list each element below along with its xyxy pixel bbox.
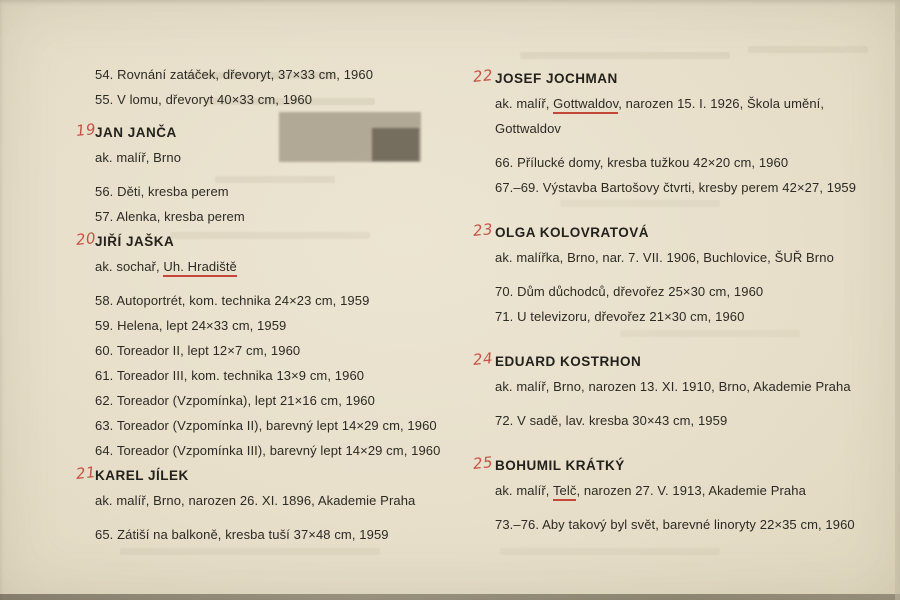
artist-bio [95, 254, 473, 279]
handwritten-number: 22 [472, 66, 494, 87]
works-list [495, 150, 895, 200]
bio-underlined-place: Uh. Hradiště [163, 259, 236, 277]
artist-bio-line2: Gottwaldov [495, 121, 562, 136]
artist-name [472, 66, 895, 91]
work-item: 61. Toreador III, kom. technika 13×9 cm, 1960 [95, 368, 365, 383]
work-item: 62. Toreador (Vzpomínka), lept 21×16 cm, 1960 [95, 393, 375, 408]
bio-text: ak. malíř, Brno [95, 150, 182, 165]
work-item: 71. U televizoru, dřevořez 21×30 cm, 1960 [495, 309, 745, 324]
artist-entry [472, 349, 895, 433]
bio-text: , narozen 27. V. 1913, Akademie Praha [576, 483, 806, 498]
right-column [472, 66, 895, 537]
work-item: 65. Zátiší na balkoně, kresba tuší 37×48 cm, 1959 [95, 527, 389, 542]
bio-underlined-place: Gottwaldov [553, 96, 618, 114]
bio-underlined-place: Telč [553, 483, 577, 501]
bio-text: ak. malíř, [495, 483, 553, 498]
handwritten-number: 23 [472, 220, 494, 241]
intro-works-list [95, 62, 473, 112]
work-item: 57. Alenka, kresba perem [95, 209, 245, 224]
scan-bottom-edge [0, 594, 900, 600]
work-item: 58. Autoportrét, kom. technika 24×23 cm, 1959 [95, 293, 370, 308]
artist-name-text: OLGA KOLOVRATOVÁ [495, 225, 650, 240]
scan-right-edge [895, 0, 900, 600]
works-list [495, 512, 895, 537]
artist-bio [95, 488, 473, 513]
handwritten-number: 19 [75, 120, 97, 141]
work-item: 66. Přílucké domy, kresba tužkou 42×20 cm, 1960 [495, 155, 789, 170]
artist-name-text: JAN JANČA [95, 125, 177, 140]
handwritten-number: 20 [75, 229, 97, 250]
work-item: 63. Toreador (Vzpomínka II), barevný lept 14×29 cm, 1960 [95, 418, 437, 433]
handwritten-number: 24 [472, 349, 494, 370]
work-item: 64. Toreador (Vzpomínka III), barevný lept 14×29 cm, 1960 [95, 443, 441, 458]
artist-bio [495, 245, 895, 270]
work-item: 67.–69. Výstavba Bartošovy čtvrti, kresby perem 42×27, 1959 [495, 180, 857, 195]
artist-name-text: BOHUMIL KRÁTKÝ [495, 458, 625, 473]
artist-entry [75, 120, 473, 229]
bio-text: ak. malíř, Brno, narozen 26. XI. 1896, Akademie Praha [95, 493, 416, 508]
artist-name [472, 220, 895, 245]
works-list [95, 179, 473, 229]
artist-name-text: KAREL JÍLEK [95, 468, 189, 483]
left-column [75, 62, 473, 547]
artist-name [75, 120, 473, 145]
showthrough-line [500, 548, 720, 555]
showthrough-line [748, 46, 868, 53]
artist-name-text: EDUARD KOSTRHON [495, 354, 642, 369]
artist-entry [75, 463, 473, 547]
work-item: 56. Děti, kresba perem [95, 184, 229, 199]
works-list [95, 288, 473, 463]
work-item: 59. Helena, lept 24×33 cm, 1959 [95, 318, 287, 333]
showthrough-line [120, 548, 380, 555]
bio-text: ak. sochař, [95, 259, 164, 274]
artist-name [75, 229, 473, 254]
work-item: 72. V sadě, lav. kresba 30×43 cm, 1959 [495, 413, 728, 428]
works-list [95, 522, 473, 547]
artist-entry [472, 220, 895, 329]
work-item: 55. V lomu, dřevoryt 40×33 cm, 1960 [95, 92, 313, 107]
handwritten-number: 25 [472, 453, 494, 474]
artist-name [75, 463, 473, 488]
artist-bio [495, 374, 895, 399]
artist-name-text: JIŘÍ JAŠKA [95, 234, 175, 249]
bio-text: , narozen 15. I. 1926, Škola umění, [618, 96, 825, 111]
bio-text: ak. malířka, Brno, nar. 7. VII. 1906, Buchlovice, ŠUŘ Brno [495, 250, 834, 265]
artist-entry [472, 453, 895, 537]
artist-name-text: JOSEF JOCHMAN [495, 71, 618, 86]
work-item: 73.–76. Aby takový byl svět, barevné linoryty 22×35 cm, 1960 [495, 517, 855, 532]
artist-name [472, 349, 895, 374]
artist-bio [495, 478, 895, 503]
artist-entry [75, 229, 473, 463]
artist-bio [495, 91, 895, 116]
artist-bio [95, 145, 473, 170]
work-item: 60. Toreador II, lept 12×7 cm, 1960 [95, 343, 301, 358]
showthrough-line [520, 52, 730, 59]
bio-text: ak. malíř, [495, 96, 554, 111]
bio-text: ak. malíř, Brno, narozen 13. XI. 1910, Brno, Akademie Praha [495, 379, 851, 394]
work-item: 70. Dům důchodců, dřevořez 25×30 cm, 1960 [495, 284, 764, 299]
artist-name [472, 453, 895, 478]
works-list [495, 408, 895, 433]
artist-entry [472, 66, 895, 200]
works-list [495, 279, 895, 329]
work-item: 54. Rovnání zatáček, dřevoryt, 37×33 cm, 1960 [95, 67, 374, 82]
handwritten-number: 21 [75, 463, 97, 484]
